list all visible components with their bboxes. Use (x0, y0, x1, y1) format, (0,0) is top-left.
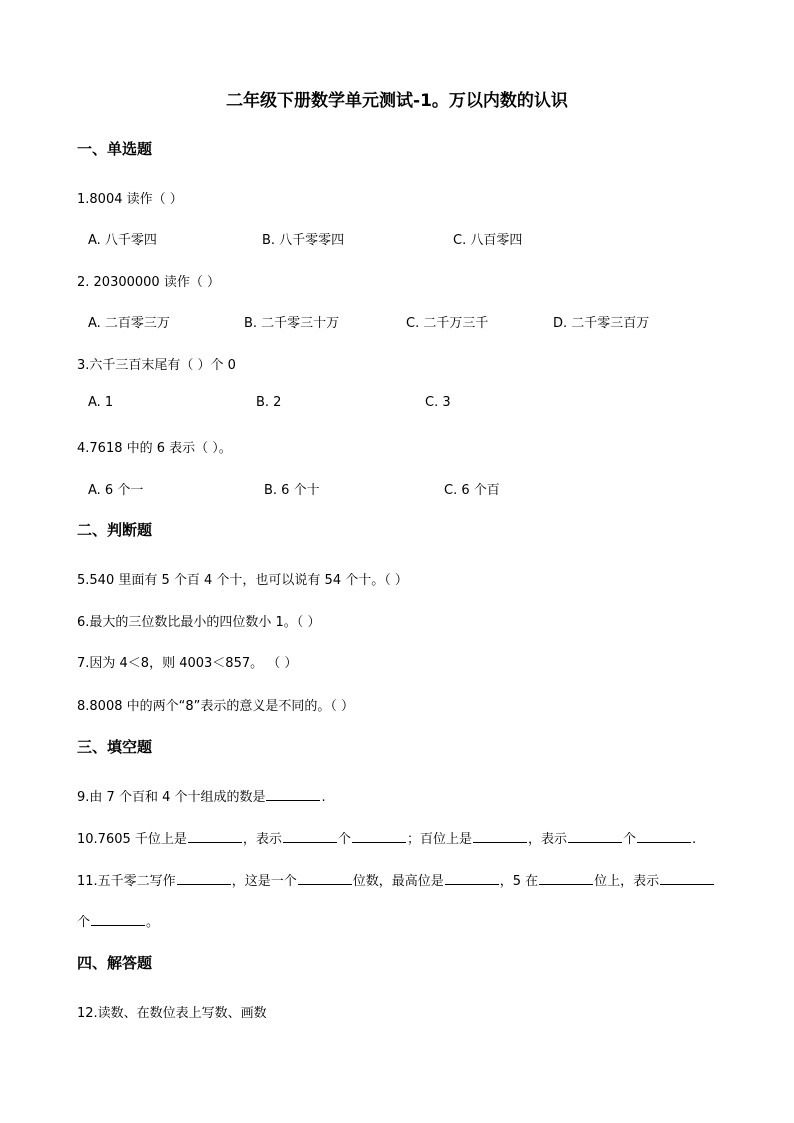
question-2-option-b: B. 二千零三十万 (244, 316, 340, 331)
answer-blank[interactable] (568, 830, 622, 843)
answer-blank[interactable] (539, 872, 593, 885)
question-11-line-2 (77, 911, 159, 930)
question-1-option-a: A. 八千零四 (88, 233, 157, 248)
question-10-text-c: 个 (337, 832, 351, 847)
question-10-text-f: 个 (622, 832, 636, 847)
question-11-text-g: 。 (146, 915, 160, 930)
answer-blank[interactable] (445, 872, 499, 885)
question-5: 5.540 里面有 5 个百 4 个十，也可以说有 54 个十。（ ） (77, 573, 408, 588)
answer-blank[interactable] (177, 872, 231, 885)
answer-blank[interactable] (266, 788, 320, 801)
answer-blank[interactable] (660, 872, 714, 885)
question-6: 6.最大的三位数比最小的四位数小 1。（ ） (77, 615, 321, 630)
question-8: 8.8008 中的两个“8”表示的意义是不同的。（ ） (77, 699, 354, 714)
question-12: 12.读数、在数位表上写数、画数 (77, 1006, 267, 1021)
question-4-option-a: A. 6 个一 (88, 483, 144, 498)
question-11-line-1 (77, 870, 715, 889)
question-1-stem: 1.8004 读作（ ） (77, 192, 183, 207)
question-10-text-g: . (691, 832, 697, 847)
question-2-option-c: C. 二千万三千 (406, 316, 489, 331)
section-heading-fill-blank: 三、填空题 (77, 738, 153, 756)
question-2-option-a: A. 二百零三万 (88, 316, 170, 331)
answer-blank[interactable] (283, 830, 337, 843)
question-3-option-b: B. 2 (256, 395, 282, 410)
section-heading-single-choice: 一、单选题 (77, 140, 153, 158)
answer-blank[interactable] (298, 872, 352, 885)
question-1-option-c: C. 八百零四 (453, 233, 523, 248)
question-7: 7.因为 4＜8，则 4003＜857。 （ ） (77, 656, 298, 671)
question-9 (77, 786, 326, 805)
question-11-text-d: ，5 在 (499, 874, 539, 889)
question-10-text-a: 10.7605 千位上是 (77, 832, 187, 847)
question-3-option-c: C. 3 (425, 395, 451, 410)
question-10-text-b: ，表示 (242, 832, 282, 847)
question-11-text-c: 位数，最高位是 (352, 874, 444, 889)
answer-blank[interactable] (91, 913, 145, 926)
question-2-option-d: D. 二千零三百万 (553, 316, 650, 331)
section-heading-true-false: 二、判断题 (77, 521, 153, 539)
section-heading-solve: 四、解答题 (77, 954, 153, 972)
question-10-text-e: ，表示 (527, 832, 567, 847)
question-1-option-b: B. 八千零零四 (262, 233, 345, 248)
page-title: 二年级下册数学单元测试-1。万以内数的认识 (226, 91, 568, 111)
question-4-stem: 4.7618 中的 6 表示（ ）。 (77, 441, 232, 456)
answer-blank[interactable] (352, 830, 406, 843)
question-4-option-b: B. 6 个十 (264, 483, 320, 498)
question-10 (77, 828, 696, 847)
answer-blank[interactable] (188, 830, 242, 843)
question-9-text-b: . (321, 790, 326, 805)
question-11-text-e: 位上，表示 (594, 874, 660, 889)
question-11-text-f: 个 (77, 915, 91, 930)
question-10-text-d: ；百位上是 (406, 832, 472, 847)
question-3-stem: 3.六千三百末尾有（ ）个 0 (77, 358, 236, 373)
question-9-text-a: 9.由 7 个百和 4 个十组成的数是 (77, 790, 266, 805)
answer-blank[interactable] (637, 830, 691, 843)
answer-blank[interactable] (473, 830, 527, 843)
question-11-text-b: ，这是一个 (231, 874, 297, 889)
question-11-text-a: 11.五千零二写作 (77, 874, 176, 889)
question-2-stem: 2. 20300000 读作（ ） (77, 275, 220, 290)
question-4-option-c: C. 6 个百 (444, 483, 500, 498)
question-3-option-a: A. 1 (88, 395, 114, 410)
